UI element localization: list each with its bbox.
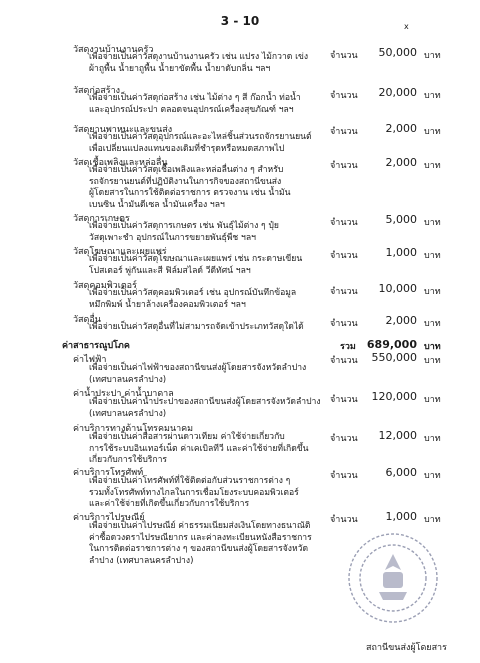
item-description: เพื่อจ่ายเป็นค่าวัสดุอื่นที่ไม่สามารถจัดเข้าประเภทวัสดุใดได้ <box>89 322 304 332</box>
item-description: เพื่อจ่ายเป็นค่าวัสดุงานบ้านงานครัว เช่น แปรง ไม้กวาด เข่ง ผ้าถูพื้น น้ำยาถูพื้น น้ำยาขัดพื้น น้ำยาดับกลิ่น ฯลฯ <box>89 52 309 74</box>
item-unit: บาท <box>424 515 441 525</box>
section-total-label: รวม <box>340 342 356 352</box>
item-description: เพื่อจ่ายเป็นค่าวัสดุอุปกรณ์และอะไหล่ชิ้นส่วนรถจักรยานยนต์ เพื่อเปลี่ยนแปลงแทนของเดิมที่ชำรุดหรือหมดสภาพไป <box>89 132 312 154</box>
item-unit: บาท <box>424 127 441 137</box>
item-label: จำนวน <box>330 127 358 137</box>
item-unit: บาท <box>424 287 441 297</box>
item-unit: บาท <box>424 51 441 61</box>
item-title: วัสดุเชื้อเพลิงและหล่อลื่น <box>73 158 168 168</box>
section-title: ค่าสาธารณูปโภค <box>62 341 130 351</box>
item-amount: 6,000 <box>385 466 417 479</box>
item-title: ค่าบริการทางด้านโทรคมนาคม <box>73 424 194 434</box>
item-description: เพื่อจ่ายเป็นค่าวัสดุโฆษณาและเผยแพร่ เช่น กระดาษเขียน โปสเตอร์ พู่กันและสี ฟิล์มสไลด์ วีดีทัศน์ ฯลฯ <box>89 254 303 276</box>
item-amount: 2,000 <box>385 122 417 135</box>
item-label: จำนวน <box>330 471 358 481</box>
item-label: จำนวน <box>330 91 358 101</box>
item-title: วัสดุก่อสร้าง <box>73 86 121 96</box>
item-amount: 120,000 <box>371 390 417 403</box>
item-description: เพื่อจ่ายเป็นค่าสื่อสารผ่านดาวเทียม ค่าใช้จ่ายเกี่ยวกับ การใช้ระบบอินเทอร์เน็ต ค่าเคเบิลทีวี และค่าใช้จ่ายที่เกิดขึ้น เกี่ยวกับการใช้บริการ <box>89 432 309 466</box>
item-description: เพื่อจ่ายเป็นค่าไปรษณีย์ ค่าธรรมเนียมส่งเงินโดยทางธนาณัติ ค่าซื้อดวงตราไปรษณียากร และค่าลงทะเบียนหนังสือราชการ ในการติดต่อราชการต่าง ๆ ของสถานีขนส่งผู้โดยสารจังหวัด ลำปาง (เทศบาลนครลำปาง) <box>89 521 312 566</box>
item-unit: บาท <box>424 251 441 261</box>
item-title: วัสดุการเกษตร <box>73 214 130 224</box>
item-title: ค่าบริการโทรศัพท์ <box>73 468 144 478</box>
item-amount: 2,000 <box>385 156 417 169</box>
page-number: 3 - 10 <box>220 14 260 28</box>
section-total-amount: 689,000 <box>366 338 417 351</box>
item-amount: 10,000 <box>378 282 417 295</box>
item-title: วัสดุยานพาหนะและขนส่ง <box>73 125 173 135</box>
item-title: ค่าไฟฟ้า <box>73 355 107 365</box>
footer-text: สถานีขนส่งผู้โดยสาร <box>366 643 447 653</box>
item-amount: 5,000 <box>385 213 417 226</box>
item-amount: 12,000 <box>378 429 417 442</box>
item-description: เพื่อจ่ายเป็นค่าโทรศัพท์ที่ใช้ติดต่อกับส่วนราชการต่าง ๆ รวมทั้งโทรศัพท์ทางไกลในการเชื่อมโยงระบบคอมพิวเตอร์ และค่าใช้จ่ายที่เกิดขึ้นเกี่ยวกับการใช้บริการ <box>89 476 299 510</box>
item-unit: บาท <box>424 395 441 405</box>
item-label: จำนวน <box>330 218 358 228</box>
item-description: เพื่อจ่ายเป็นค่าน้ำประปาของสถานีขนส่งผู้โดยสารจังหวัดลำปาง (เทศบาลนครลำปาง) <box>89 397 321 419</box>
item-amount: 550,000 <box>371 351 417 364</box>
item-label: จำนวน <box>330 395 358 405</box>
item-title: วัสดุโฆษณาและเผยแพร่ <box>73 247 167 257</box>
item-description: เพื่อจ่ายเป็นค่าไฟฟ้าของสถานีขนส่งผู้โดยสารจังหวัดลำปาง (เทศบาลนครลำปาง) <box>89 363 307 385</box>
item-label: จำนวน <box>330 515 358 525</box>
item-title: ค่าบริการไปรษณีย์ <box>73 513 145 523</box>
item-label: จำนวน <box>330 319 358 329</box>
item-amount: 2,000 <box>385 314 417 327</box>
item-label: จำนวน <box>330 51 358 61</box>
item-title: วัสดุงานบ้านงานครัว <box>73 45 154 55</box>
item-description: เพื่อจ่ายเป็นค่าวัสดุคอมพิวเตอร์ เช่น อุปกรณ์บันทึกข้อมูล หมึกพิมพ์ น้ำยาล้างเครื่องคอมพิวเตอร์ ฯลฯ <box>89 288 297 310</box>
item-label: จำนวน <box>330 434 358 444</box>
item-label: จำนวน <box>330 287 358 297</box>
corner-mark: x <box>404 22 409 31</box>
item-amount: 1,000 <box>385 246 417 259</box>
item-unit: บาท <box>424 356 441 366</box>
item-label: จำนวน <box>330 251 358 261</box>
item-label: จำนวน <box>330 356 358 366</box>
item-title: วัสดุคอมพิวเตอร์ <box>73 281 137 291</box>
item-unit: บาท <box>424 471 441 481</box>
item-description: เพื่อจ่ายเป็นค่าวัสดุการเกษตร เช่น พันธุ์ไม้ต่าง ๆ ปุ๋ย วัสดุเพาะชำ อุปกรณ์ในการขยายพันธุ์พืช ฯลฯ <box>89 221 279 243</box>
item-description: เพื่อจ่ายเป็นค่าวัสดุเชื้อเพลิงและหล่อลื่นต่าง ๆ สำหรับ รถจักรยานยนต์ที่ปฏิบัติงานในการกิจของสถานีขนส่ง ผู้โดยสารในการใช้ติดต่อราชการ ตรวจงาน เช่น น้ำมัน เบนซิน น้ำมันดีเซล น้ำมันเครื่อง ฯลฯ <box>89 165 291 210</box>
item-unit: บาท <box>424 161 441 171</box>
item-unit: บาท <box>424 91 441 101</box>
item-unit: บาท <box>424 218 441 228</box>
item-label: จำนวน <box>330 161 358 171</box>
item-description: เพื่อจ่ายเป็นค่าวัสดุก่อสร้าง เช่น ไม้ต่าง ๆ สี ก๊อกน้ำ ท่อน้ำ และอุปกรณ์ประปา ตลอดจนอุปกรณ์เครื่องสุขภัณฑ์ ฯลฯ <box>89 93 301 115</box>
item-amount: 1,000 <box>385 510 417 523</box>
official-seal-stamp <box>345 530 441 626</box>
item-amount: 20,000 <box>378 86 417 99</box>
item-unit: บาท <box>424 434 441 444</box>
section-total-unit: บาท <box>424 342 441 352</box>
item-title: ค่าน้ำประปา ค่าน้ำบาดาล <box>73 389 174 399</box>
item-title: วัสดุอื่น <box>73 315 101 325</box>
item-amount: 50,000 <box>378 46 417 59</box>
item-unit: บาท <box>424 319 441 329</box>
